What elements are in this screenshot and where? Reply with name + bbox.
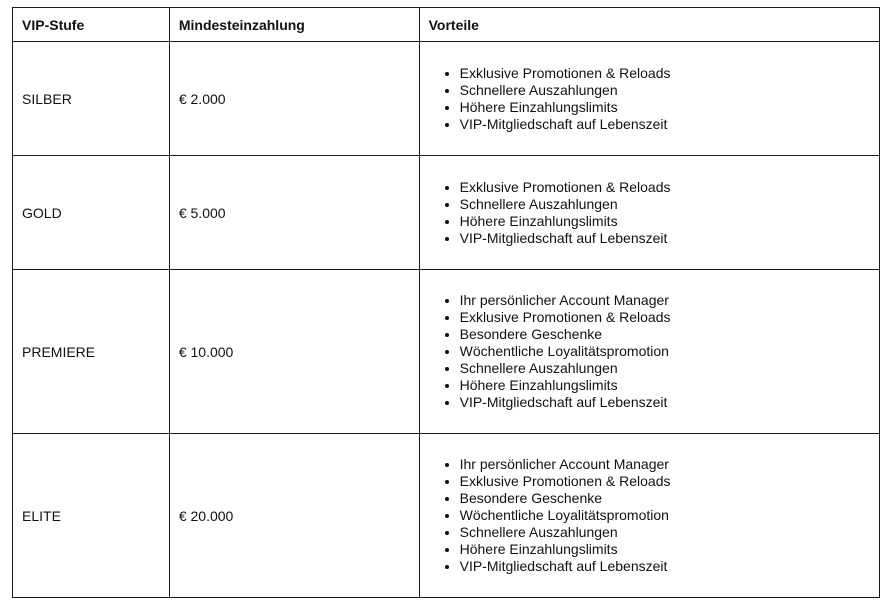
benefit-item: • Exklusive Promotionen & Reloads xyxy=(460,473,879,490)
vip-tier-table xyxy=(12,7,880,598)
benefit-item: • Ihr persönlicher Account Manager xyxy=(460,292,879,309)
benefits-cell xyxy=(419,434,879,598)
benefits-list xyxy=(429,179,879,247)
header-row xyxy=(13,8,880,42)
benefit-item: • Höhere Einzahlungslimits xyxy=(460,213,879,230)
benefit-item: • Schnellere Auszahlungen xyxy=(460,196,879,213)
table-row-premiere xyxy=(13,270,880,434)
benefit-item: • VIP-Mitgliedschaft auf Lebenszeit xyxy=(460,394,879,411)
header-tier: VIP-Stufe xyxy=(13,8,170,42)
benefit-item: • Wöchentliche Loyalitätspromotion xyxy=(460,507,879,524)
table-row-gold xyxy=(13,156,880,270)
tier-cell: ELITE xyxy=(13,434,170,598)
benefit-item: • Exklusive Promotionen & Reloads xyxy=(460,65,879,82)
benefit-item: • Exklusive Promotionen & Reloads xyxy=(460,309,879,326)
benefit-item: • Besondere Geschenke xyxy=(460,490,879,507)
header-benefits: Vorteile xyxy=(419,8,879,42)
tier-cell: GOLD xyxy=(13,156,170,270)
benefits-list xyxy=(429,456,879,575)
benefits-list xyxy=(429,65,879,133)
header-min-deposit: Mindesteinzahlung xyxy=(169,8,419,42)
benefit-item: • Exklusive Promotionen & Reloads xyxy=(460,179,879,196)
benefits-cell xyxy=(419,42,879,156)
benefits-list xyxy=(429,292,879,411)
min-deposit-cell: € 2.000 xyxy=(169,42,419,156)
min-deposit-cell: € 5.000 xyxy=(169,156,419,270)
benefits-cell xyxy=(419,270,879,434)
benefit-item: • VIP-Mitgliedschaft auf Lebenszeit xyxy=(460,116,879,133)
benefit-item: • VIP-Mitgliedschaft auf Lebenszeit xyxy=(460,230,879,247)
table-header xyxy=(13,8,880,42)
benefit-item: • Schnellere Auszahlungen xyxy=(460,82,879,99)
min-deposit-cell: € 20.000 xyxy=(169,434,419,598)
min-deposit-cell: € 10.000 xyxy=(169,270,419,434)
benefit-item: • Ihr persönlicher Account Manager xyxy=(460,456,879,473)
benefits-cell xyxy=(419,156,879,270)
table-row-silber xyxy=(13,42,880,156)
benefit-item: • Höhere Einzahlungslimits xyxy=(460,541,879,558)
benefit-item: • Besondere Geschenke xyxy=(460,326,879,343)
benefit-item: • Schnellere Auszahlungen xyxy=(460,524,879,541)
benefit-item: • Höhere Einzahlungslimits xyxy=(460,377,879,394)
benefit-item: • VIP-Mitgliedschaft auf Lebenszeit xyxy=(460,558,879,575)
benefit-item: • Wöchentliche Loyalitätspromotion xyxy=(460,343,879,360)
table-body xyxy=(13,42,880,598)
benefit-item: • Höhere Einzahlungslimits xyxy=(460,99,879,116)
tier-cell: SILBER xyxy=(13,42,170,156)
table-row-elite xyxy=(13,434,880,598)
benefit-item: • Schnellere Auszahlungen xyxy=(460,360,879,377)
tier-cell: PREMIERE xyxy=(13,270,170,434)
